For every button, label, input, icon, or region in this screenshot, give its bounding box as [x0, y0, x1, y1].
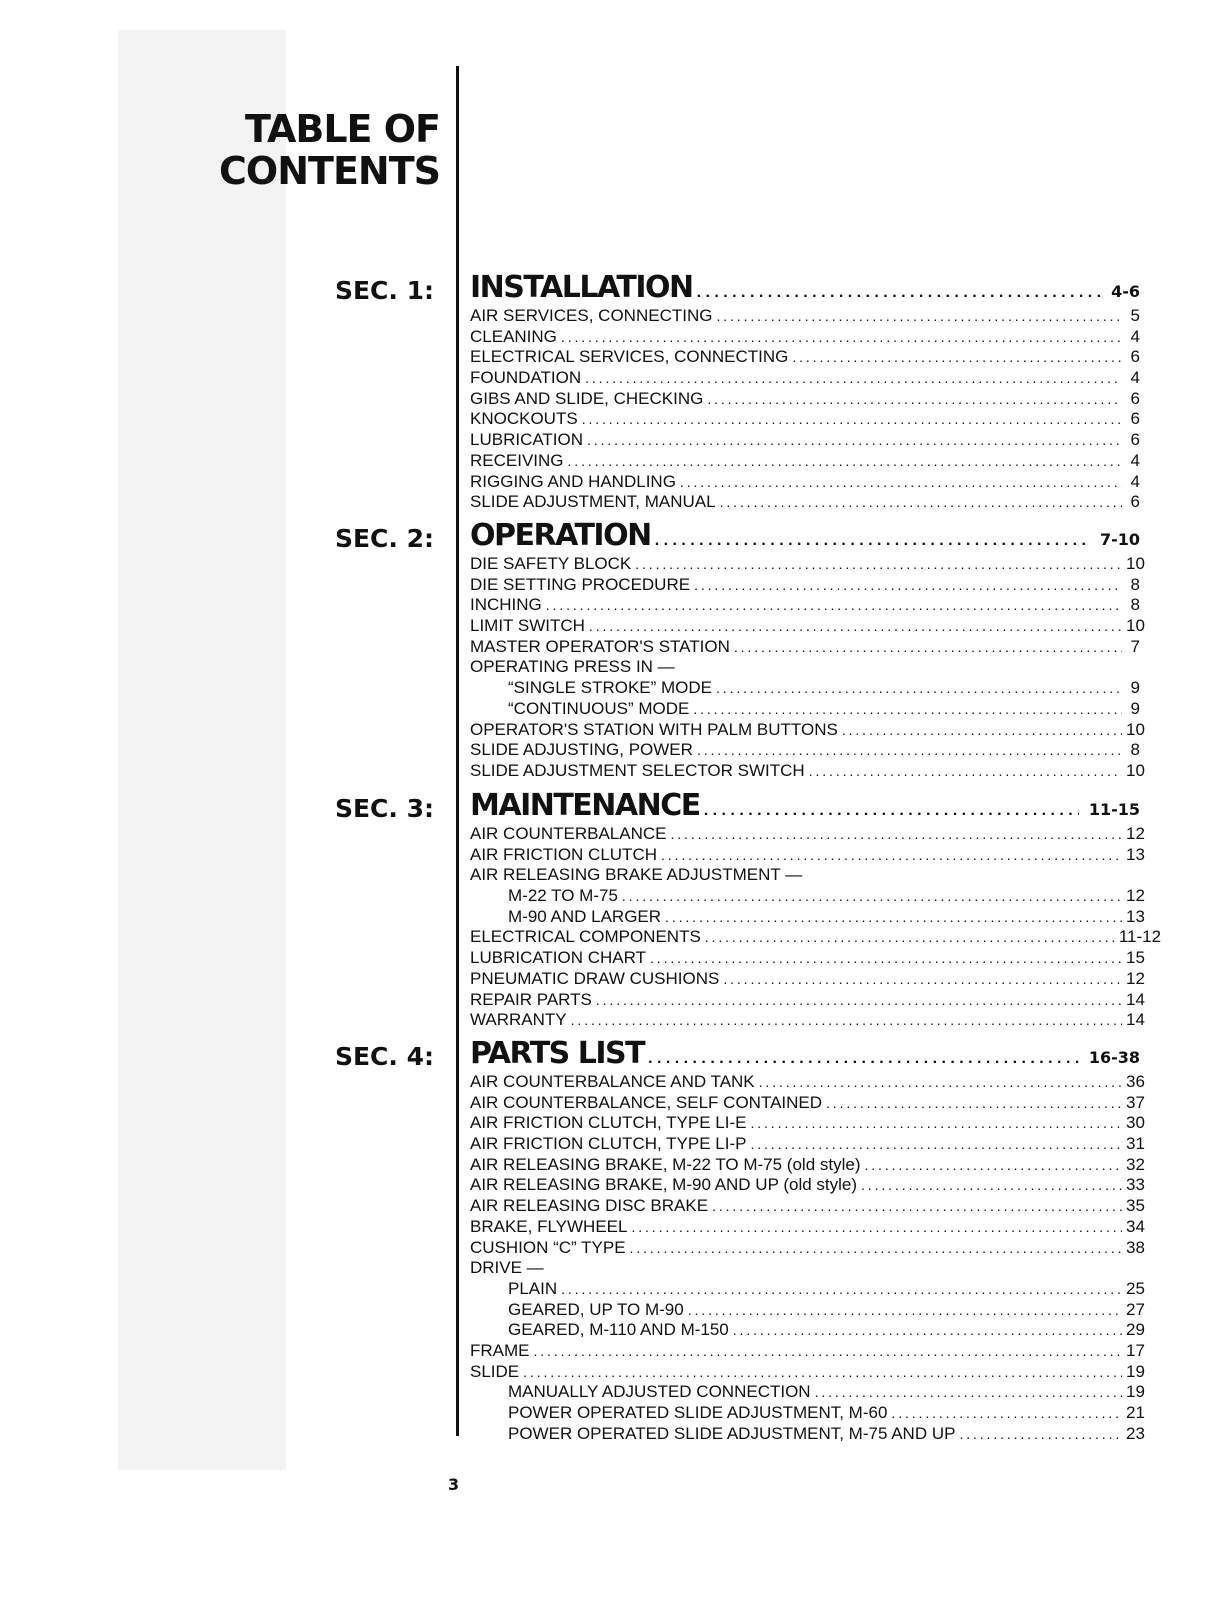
section-block: [470, 1036, 1145, 1444]
entry-page-number: 10: [1126, 760, 1145, 780]
dot-leader: [865, 1155, 1123, 1176]
entry-page-number: 4: [1130, 471, 1140, 491]
section-heading[interactable]: [470, 1036, 1140, 1072]
entry-label: MASTER OPERATOR'S STATION: [470, 636, 730, 656]
toc-entry: [470, 657, 1140, 678]
dot-leader: [630, 1238, 1122, 1259]
entry-page-number: 21: [1126, 1403, 1145, 1422]
toc-entry[interactable]: [470, 1113, 1145, 1134]
dot-leader: [750, 1134, 1122, 1155]
entry-page-number: 29: [1126, 1320, 1145, 1340]
toc-entry[interactable]: [470, 886, 1145, 907]
entry-label: LUBRICATION CHART: [470, 948, 647, 968]
dot-leader: [826, 1093, 1122, 1114]
entry-label: PNEUMATIC DRAW CUSHIONS: [470, 968, 720, 988]
vertical-divider: [456, 66, 459, 1436]
entry-label: SLIDE ADJUSTING, POWER: [470, 740, 693, 760]
entry-page-number: 9: [1130, 698, 1140, 718]
section-label: SEC. 3:: [334, 794, 434, 823]
dot-leader: [704, 802, 1079, 820]
entry-page-number: 13: [1126, 844, 1145, 864]
section-label: SEC. 4:: [334, 1042, 434, 1071]
entry-label: “SINGLE STROKE” MODE: [508, 678, 713, 698]
entry-label: M-90 AND LARGER: [508, 906, 662, 926]
dot-leader: [589, 616, 1122, 637]
entry-label: DIE SETTING PROCEDURE: [470, 574, 691, 594]
entry-label: INCHING: [470, 595, 542, 615]
entry-label: REPAIR PARTS: [470, 989, 592, 1009]
toc-entry[interactable]: [470, 389, 1140, 410]
toc-entry[interactable]: [470, 368, 1140, 389]
dot-leader: [568, 451, 1122, 472]
entry-page-number: 23: [1126, 1423, 1145, 1443]
dot-leader: [648, 1050, 1079, 1068]
entry-page-number: 32: [1126, 1154, 1145, 1174]
section-heading[interactable]: [470, 518, 1140, 554]
section-page-range: 7-10: [1099, 530, 1140, 549]
entry-label: AIR COUNTERBALANCE: [470, 824, 667, 843]
dot-leader: [661, 845, 1122, 866]
entry-page-number: 25: [1126, 1278, 1145, 1298]
entry-label: GIBS AND SLIDE, CHECKING: [470, 388, 704, 408]
toc-entry[interactable]: [470, 1382, 1145, 1403]
entry-page-number: 13: [1126, 906, 1145, 926]
entry-page-number: 11-12: [1118, 927, 1162, 947]
toc-entry[interactable]: [470, 844, 1145, 866]
entry-page-number: 31: [1126, 1134, 1145, 1154]
dot-leader: [842, 720, 1122, 741]
toc-entry[interactable]: [470, 1320, 1145, 1341]
entry-page-number: 14: [1126, 1010, 1145, 1030]
entry-label: OPERATOR'S STATION WITH PALM BUTTONS: [470, 719, 838, 739]
toc-entry[interactable]: [470, 1216, 1145, 1238]
dot-leader: [734, 637, 1122, 658]
entry-page-number: 6: [1130, 347, 1140, 367]
toc-entry[interactable]: [470, 1299, 1145, 1321]
section-block: [470, 518, 1145, 782]
entry-label: AIR FRICTION CLUTCH, TYPE LI-E: [470, 1113, 747, 1133]
entry-label: AIR FRICTION CLUTCH, TYPE LI-P: [470, 1134, 747, 1154]
entry-label: AIR COUNTERBALANCE, SELF CONTAINED: [470, 1092, 823, 1112]
section-title: INSTALLATION: [470, 270, 693, 305]
entry-label: WARRANTY: [470, 1010, 567, 1030]
toc-entry[interactable]: [470, 906, 1145, 928]
entry-label: RECEIVING: [470, 450, 564, 470]
toc-entry: [470, 1258, 1140, 1279]
entry-label: PLAIN: [508, 1278, 558, 1298]
entry-label: AIR COUNTERBALANCE AND TANK: [470, 1072, 755, 1091]
toc-entry[interactable]: [470, 927, 1162, 948]
dot-leader: [670, 824, 1122, 845]
toc-entry[interactable]: [470, 1423, 1145, 1445]
entry-label: AIR RELEASING BRAKE ADJUSTMENT —: [470, 865, 803, 885]
entry-label: SLIDE ADJUSTMENT SELECTOR SWITCH: [470, 760, 805, 780]
entry-page-number: 4: [1130, 326, 1140, 346]
dot-leader: [680, 472, 1122, 493]
toc-entry[interactable]: [470, 1154, 1145, 1176]
toc-entry[interactable]: [470, 699, 1140, 720]
section-page-range: 16-38: [1088, 1048, 1140, 1067]
dot-leader: [891, 1403, 1122, 1424]
entry-page-number: 19: [1126, 1361, 1145, 1381]
entry-label: CLEANING: [470, 326, 557, 346]
entry-page-number: 6: [1130, 409, 1140, 429]
dot-leader: [716, 306, 1122, 327]
entry-page-number: 8: [1130, 574, 1140, 594]
toc-entry[interactable]: [470, 948, 1145, 969]
toc-entry[interactable]: [470, 1403, 1145, 1424]
dot-leader: [665, 907, 1122, 928]
dot-leader: [697, 284, 1102, 302]
dot-leader: [635, 554, 1122, 575]
dot-leader: [759, 1072, 1122, 1093]
entry-label: LIMIT SWITCH: [470, 616, 585, 636]
dot-leader: [622, 886, 1122, 907]
entry-label: DIE SAFETY BLOCK: [470, 554, 632, 573]
entry-label: KNOCKOUTS: [470, 409, 578, 429]
entry-page-number: 35: [1126, 1196, 1145, 1216]
toc-entry[interactable]: [470, 824, 1145, 845]
toc-entry[interactable]: [470, 1175, 1145, 1196]
toc-entry[interactable]: [470, 430, 1140, 451]
dot-leader: [733, 1320, 1122, 1341]
entry-label: M-22 TO M-75: [508, 886, 618, 906]
entry-page-number: 8: [1130, 740, 1140, 760]
toc-entry[interactable]: [470, 616, 1145, 637]
entry-page-number: 30: [1126, 1113, 1145, 1133]
entry-page-number: 14: [1126, 989, 1145, 1009]
entry-label: “CONTINUOUS” MODE: [508, 698, 690, 718]
toc-entry[interactable]: [470, 678, 1140, 699]
toc-entry[interactable]: [470, 1134, 1145, 1155]
toc-entry[interactable]: [470, 740, 1140, 761]
entry-page-number: 12: [1126, 824, 1145, 843]
dot-leader: [707, 389, 1122, 410]
entry-label: GEARED, UP TO M-90: [508, 1299, 684, 1319]
dot-leader: [582, 409, 1122, 430]
toc-entry[interactable]: [470, 1010, 1145, 1031]
section-heading[interactable]: [470, 270, 1140, 306]
toc-entry[interactable]: [470, 1092, 1145, 1114]
entry-page-number: 15: [1126, 948, 1145, 968]
toc-entry[interactable]: [470, 306, 1140, 327]
dot-leader: [585, 368, 1122, 389]
dot-leader: [716, 678, 1122, 699]
entry-label: AIR RELEASING DISC BRAKE: [470, 1196, 709, 1216]
toc-entry: [470, 865, 1140, 886]
entry-page-number: 34: [1126, 1216, 1145, 1236]
dot-leader: [712, 1196, 1122, 1217]
dot-leader: [655, 532, 1090, 550]
title-line-1: TABLE OF: [244, 107, 440, 151]
page-margin-band: [118, 30, 286, 1470]
entry-page-number: 5: [1130, 306, 1140, 325]
section-title: MAINTENANCE: [470, 788, 700, 823]
entry-label: AIR FRICTION CLUTCH: [470, 844, 657, 864]
entry-label: POWER OPERATED SLIDE ADJUSTMENT, M-60: [508, 1403, 888, 1422]
section-title: OPERATION: [470, 518, 651, 553]
dot-leader: [561, 327, 1122, 348]
section-block: [470, 270, 1140, 513]
entry-page-number: 27: [1126, 1299, 1145, 1319]
dot-leader: [694, 575, 1122, 596]
toc-entry[interactable]: [470, 760, 1145, 782]
title-line-2: CONTENTS: [219, 149, 440, 193]
toc-entry[interactable]: [470, 472, 1140, 493]
entry-page-number: 12: [1126, 968, 1145, 988]
entry-label: POWER OPERATED SLIDE ADJUSTMENT, M-75 AND UP: [508, 1423, 956, 1443]
dot-leader: [705, 927, 1115, 948]
entry-page-number: 38: [1126, 1237, 1145, 1257]
dot-leader: [693, 699, 1122, 720]
entry-page-number: 10: [1126, 616, 1145, 636]
toc-entry[interactable]: [470, 1072, 1145, 1093]
entry-label: ELECTRICAL SERVICES, CONNECTING: [470, 347, 789, 367]
dot-leader: [688, 1300, 1122, 1321]
dot-leader: [587, 430, 1122, 451]
entry-page-number: 6: [1130, 430, 1140, 450]
entry-label: AIR SERVICES, CONNECTING: [470, 306, 713, 325]
toc-entry[interactable]: [470, 719, 1145, 741]
entry-label: CUSHION “C” TYPE: [470, 1237, 626, 1257]
entry-label: SLIDE ADJUSTMENT, MANUAL: [470, 492, 716, 512]
toc-entry[interactable]: [470, 575, 1140, 596]
toc-entry[interactable]: [470, 347, 1140, 368]
dot-leader: [631, 1217, 1122, 1238]
entry-page-number: 12: [1126, 886, 1145, 906]
dot-leader: [697, 740, 1122, 761]
dot-leader: [815, 1382, 1122, 1403]
dot-leader: [792, 347, 1122, 368]
toc-entry[interactable]: [470, 492, 1140, 513]
dot-leader: [959, 1424, 1122, 1445]
entry-label: FRAME: [470, 1340, 530, 1360]
entry-page-number: 8: [1130, 595, 1140, 615]
section-page-range: 4-6: [1111, 282, 1140, 301]
toc-entry[interactable]: [470, 1237, 1145, 1259]
toc-entry[interactable]: [470, 1278, 1145, 1300]
entry-page-number: 37: [1126, 1092, 1145, 1112]
entry-page-number: 10: [1126, 554, 1145, 573]
entry-page-number: 7: [1130, 636, 1140, 656]
entry-page-number: 4: [1130, 450, 1140, 470]
dot-leader: [561, 1279, 1122, 1300]
entry-page-number: 9: [1130, 678, 1140, 698]
entry-page-number: 36: [1126, 1072, 1145, 1091]
dot-leader: [750, 1113, 1122, 1134]
entry-label: RIGGING AND HANDLING: [470, 471, 676, 491]
dot-leader: [534, 1341, 1123, 1362]
dot-leader: [650, 948, 1122, 969]
dot-leader: [720, 492, 1122, 513]
entry-label: GEARED, M-110 AND M-150: [508, 1320, 729, 1340]
dot-leader: [596, 990, 1122, 1011]
entry-page-number: 33: [1126, 1175, 1145, 1195]
toc-entry[interactable]: [470, 1196, 1145, 1217]
dot-leader: [523, 1362, 1122, 1383]
dot-leader: [809, 761, 1122, 782]
dot-leader: [571, 1010, 1122, 1031]
section-block: [470, 788, 1162, 1031]
entry-label: AIR RELEASING BRAKE, M-22 TO M-75 (old style): [470, 1154, 861, 1174]
toc-entry[interactable]: [470, 989, 1145, 1011]
toc-entry[interactable]: [470, 637, 1140, 658]
toc-entry[interactable]: [470, 1361, 1145, 1383]
entry-label: DRIVE —: [470, 1258, 544, 1278]
entry-page-number: 4: [1130, 368, 1140, 388]
dot-leader: [546, 595, 1122, 616]
section-label: SEC. 2:: [334, 524, 434, 553]
entry-page-number: 6: [1130, 492, 1140, 512]
toc-entry[interactable]: [470, 595, 1140, 616]
entry-label: ELECTRICAL COMPONENTS: [470, 927, 701, 947]
entry-page-number: 17: [1126, 1340, 1145, 1360]
section-heading[interactable]: [470, 788, 1140, 824]
toc-entry[interactable]: [470, 1340, 1145, 1362]
section-title: PARTS LIST: [470, 1036, 645, 1071]
entry-page-number: 10: [1126, 719, 1145, 739]
toc-entry[interactable]: [470, 327, 1140, 348]
page-number: 3: [448, 1475, 460, 1494]
entry-label: SLIDE: [470, 1361, 520, 1381]
entry-label: FOUNDATION: [470, 368, 582, 388]
toc-entry[interactable]: [470, 554, 1145, 575]
entry-page-number: 6: [1130, 388, 1140, 408]
entry-label: LUBRICATION: [470, 430, 584, 450]
page-title: [219, 108, 440, 192]
entry-label: BRAKE, FLYWHEEL: [470, 1216, 628, 1236]
entry-label: OPERATING PRESS IN —: [470, 657, 675, 677]
toc-entry[interactable]: [470, 409, 1140, 430]
entry-label: AIR RELEASING BRAKE, M-90 AND UP (old style): [470, 1175, 858, 1195]
entry-label: MANUALLY ADJUSTED CONNECTION: [508, 1382, 811, 1402]
toc-entry[interactable]: [470, 968, 1145, 990]
dot-leader: [723, 969, 1122, 990]
toc-entry[interactable]: [470, 451, 1140, 472]
section-page-range: 11-15: [1088, 800, 1140, 819]
dot-leader: [861, 1175, 1122, 1196]
section-label: SEC. 1:: [334, 276, 434, 305]
entry-page-number: 19: [1126, 1382, 1145, 1402]
